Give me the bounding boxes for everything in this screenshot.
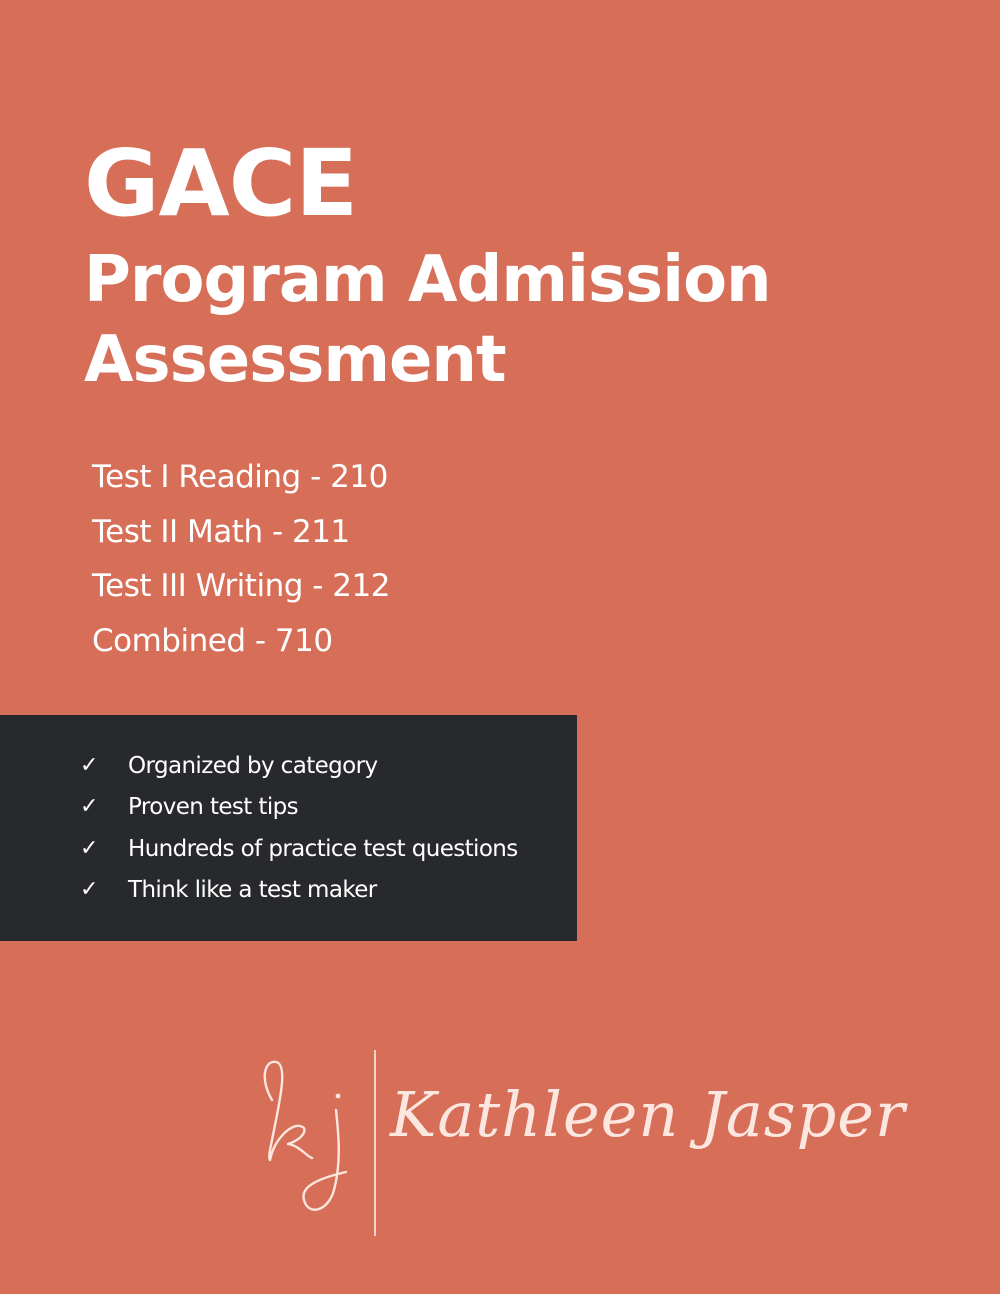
check-icon: ✓ bbox=[80, 752, 99, 778]
check-icon: ✓ bbox=[80, 835, 99, 861]
test-item-reading: Test I Reading - 210 bbox=[92, 459, 388, 495]
feature-text: Organized by category bbox=[128, 752, 378, 779]
feature-text: Proven test tips bbox=[128, 794, 299, 821]
author-divider bbox=[374, 1050, 376, 1236]
book-subtitle-line2: Assessment bbox=[84, 323, 506, 397]
book-subtitle-line1: Program Admission bbox=[84, 243, 771, 317]
feature-item bbox=[80, 787, 518, 829]
author-signature bbox=[250, 1040, 970, 1240]
test-item-math: Test II Math - 211 bbox=[92, 513, 350, 550]
check-icon: ✓ bbox=[80, 794, 99, 820]
feature-text: Think like a test maker bbox=[128, 877, 377, 904]
author-monogram-logo bbox=[250, 1040, 370, 1220]
test-item-combined: Combined - 710 bbox=[92, 622, 333, 659]
feature-item bbox=[80, 870, 518, 912]
title-block bbox=[84, 128, 964, 400]
test-list bbox=[92, 450, 692, 668]
feature-item bbox=[80, 828, 518, 870]
test-item-writing: Test III Writing - 212 bbox=[92, 568, 390, 604]
feature-text: Hundreds of practice test questions bbox=[128, 835, 518, 862]
feature-item bbox=[80, 745, 518, 787]
features-box bbox=[0, 715, 577, 941]
check-icon: ✓ bbox=[80, 877, 99, 903]
feature-list bbox=[80, 745, 518, 911]
book-title: GACE bbox=[84, 130, 358, 237]
author-name: Kathleen Jasper bbox=[390, 1078, 906, 1151]
